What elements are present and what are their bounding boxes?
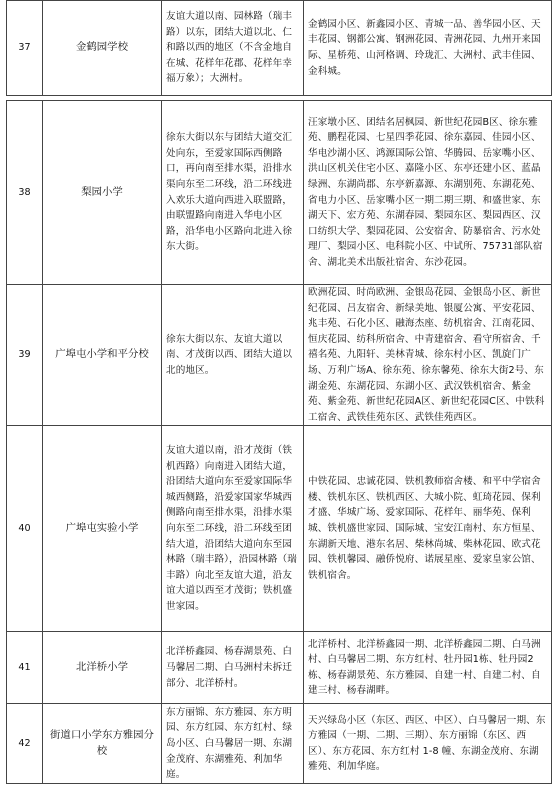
school-name: 金鹤园学校 [43, 1, 162, 96]
row-number: 42 [7, 704, 43, 784]
enrollment-range: 徐东大街以东、友谊大道以南、才茂街以西、团结大道以北的地区。 [162, 285, 304, 426]
residential-areas: 欧洲花园、时尚欧洲、金银岛花园、金银岛小区、新世纪花园、吕友宿舍、新绿美地、银厦公寓、平安花园、兆丰苑、石化小区、融海杰座、纺机宿舍、江南花园、恒庆花园、纺科所宿舍、中青建宿舍、看守所宿舍、千禧名苑、九阳轩、美林青城、徐东村小区、凯旋门广场、万利广场A、徐东苑、徐东馨苑、徐东大街2号、东湖金苑、东湖花园、东湖小区、武汉铁机宿舍、紫金苑、紫金苑、新世纪花园A区、新世纪花园C区、中铁科工宿舍、武铁佳苑东区、武铁佳苑西区。 [304, 285, 552, 426]
table-row [7, 101, 552, 285]
residential-areas: 北洋桥村、北洋桥鑫园一期、北洋桥鑫园二期、白马洲村、白马馨居二期、东方红村、牡丹园1栋、牡丹园2栋、杨春湖景苑、东方雅园、自建一村、自建二村、自建三村、杨春湖畔。 [304, 632, 552, 704]
school-name: 广埠屯小学和平分校 [43, 285, 162, 426]
row-number: 38 [7, 101, 43, 285]
enrollment-range: 东方丽锦、东方雅园、东方明园、东方红园、东方红村、绿岛小区、白马馨居一期、东湖金茂府、东湖雅苑、利加华庭。 [162, 704, 304, 784]
enrollment-range: 徐东大街以东与团结大道交汇处向东，至爱家国际西侧路口，再向南至排水渠，沿排水渠向东至二环线，沿二环线进入欢乐大道向西进入联盟路，由联盟路向南进入华电小区路，沿华电小区路向北进入徐东大街。 [162, 101, 304, 285]
table-row [7, 285, 552, 426]
enrollment-range: 友谊大道以南，沿才茂街（铁机西路）向南进入团结大道，沿团结大道向东至爱家国际华城西侧路，沿爱家国家华城西侧路向南至排水渠，沿排水渠向东至二环线，沿二环线至团结大道，沿团结大道向东至园林路（瑞丰路），沿园林路（瑞丰路）向北至友谊大道，沿友谊大道以西至才茂街；铁机盛世家园。 [162, 426, 304, 632]
residential-areas: 金鹤园小区、新鑫园小区、青城一品、善华园小区、天丰花园、钢都公寓、钢洲花园、青洲花园、九州开来国际、星桥苑、山河格调、玲珑汇、大洲村、武丰佳园、金科城。 [304, 1, 552, 96]
table-row [7, 632, 552, 704]
table-row [7, 1, 552, 96]
residential-areas: 汪家墩小区、团结名居枫园、新世纪花园B区、徐东雅苑、鹏程花园、七星四季花园、徐东嘉园、佳园小区、华电沙湖小区、鸿源国际公馆、华腾园、岳家嘴小区、洪山区机关住宅小区、嘉隆小区、东亭还建小区、蓝晶绿洲、东湖尚郡、东亭新嘉源、东湖别苑、东湖花苑、省电力小区、岳家嘴小区一期二期三期、和盛世家、东湖天下、宏方苑、东湖春园、梨园东区、梨园西区、汉口纺织大学、梨园花园、公安宿舍、防暴宿舍、污水处理厂、梨园小区、电科院小区、中试所、75731部队宿舍、湖北美术出版社宿舍、东沙花园。 [304, 101, 552, 285]
enrollment-range: 友谊大道以南、园林路（瑞丰路）以东，团结大道以北、仁和路以西的地区（不含金地自在城、花样年花郡、花样年幸福万象）；大洲村。 [162, 1, 304, 96]
school-name: 街道口小学东方雅园分校 [43, 704, 162, 784]
table-row [7, 704, 552, 784]
row-number: 40 [7, 426, 43, 632]
school-name: 北洋桥小学 [43, 632, 162, 704]
residential-areas: 中铁花园、忠诚花园、铁机教师宿舍楼、和平中学宿舍楼、铁机东区、铁机西区、大城小院、虹琦花园、保利才盛、华城广场、爱家国际、花样年、丽华苑、保利城、铁机盛世家园、国际城、宝安江南村、东方恒星、东湖新天地、港东名居、柴林尚城、柴林花园、欧式花园、铁机馨园、融侨悦府、诺展星座、爱家皇家公馆、铁机宿舍。 [304, 426, 552, 632]
school-district-table-part-2 [6, 100, 552, 784]
row-number: 37 [7, 1, 43, 96]
school-name: 梨园小学 [43, 101, 162, 285]
school-name: 广埠屯实验小学 [43, 426, 162, 632]
school-district-table-part-1 [6, 0, 552, 96]
residential-areas: 天兴绿岛小区（东区、西区、中区）、白马馨居一期、东方雅园（一期、二期、三期）、东方丽锦（东区、西区）、东方花园、东方红村 1-8 幢、东湖金茂府、东湖雅苑、利加华庭。 [304, 704, 552, 784]
enrollment-range: 北洋桥鑫园、杨春湖景苑、白马馨居二期、白马洲村未拆迁部分、北洋桥村。 [162, 632, 304, 704]
table-row [7, 426, 552, 632]
row-number: 39 [7, 285, 43, 426]
row-number: 41 [7, 632, 43, 704]
